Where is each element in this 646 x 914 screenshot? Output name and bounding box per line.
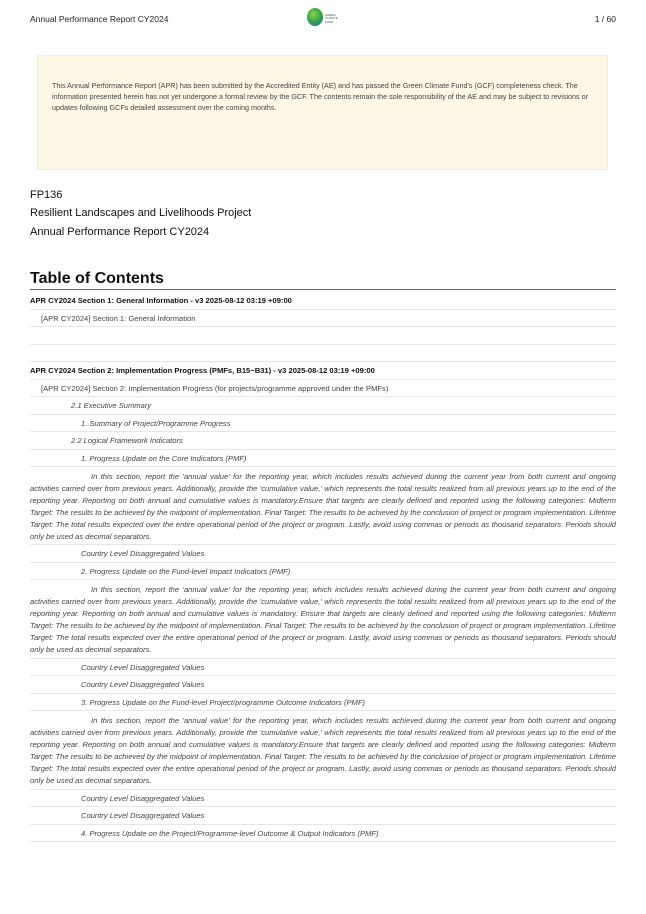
toc-entry[interactable]: 3. Progress Update on the Fund-level Project/programme Outcome Indicators (PMF) — [30, 694, 616, 712]
toc-entry[interactable]: 2.1 Executive Summary — [30, 397, 616, 415]
globe-icon — [307, 8, 323, 26]
toc-spacer — [30, 345, 616, 363]
table-of-contents — [30, 292, 616, 842]
report-title: Annual Performance Report CY2024 — [30, 226, 210, 238]
disclaimer-notice — [37, 55, 608, 170]
toc-entry[interactable]: APR CY2024 Section 1: General Information - v3 2025-08-12 03:19 +09:00 — [30, 292, 616, 310]
project-code: FP136 — [30, 189, 63, 201]
toc-entry[interactable]: Country Level Disaggregated Values — [30, 790, 616, 808]
page-indicator: 1 / 60 — [594, 14, 616, 24]
toc-entry[interactable]: 4. Progress Update on the Project/Programme-level Outcome & Output Indicators (PMF) — [30, 825, 616, 843]
toc-entry[interactable]: [APR CY2024] Section 2: Implementation Progress (for projects/programme approved under the PMFs) — [30, 380, 616, 397]
toc-description: In this section, report the 'annual value' for the reporting year, which includes results achieved during the current year from both current and ongoing activities carried over from previous years. Additionally, provide the 'cumulative value,' which represents the total results realized from all previous years up to the end of the reporting year. Reporting on both annual and cumulative values is mandatory. Ensure that targets are clearly defined and reported using the following categories: Midterm Target: The results to be achieved by the midpoint of implementation. Final Target: The results to be achieved by the conclusion of project or program implementation. Lifetime Target: The total results expected over the entire operational period of the project or program. Lastly, avoid using commas or periods as thousand separators. Periods should only be used as decimal separators. — [30, 580, 616, 658]
header-title: Annual Performance Report CY2024 — [30, 14, 169, 24]
gcf-logo — [307, 8, 341, 30]
toc-entry[interactable]: Country Level Disaggregated Values — [30, 676, 616, 694]
toc-entry[interactable]: [APR CY2024] Section 1: General Information — [30, 310, 616, 327]
project-info — [30, 186, 251, 222]
logo-text: GREEN CLIMATE FUND — [325, 13, 338, 24]
toc-entry[interactable]: APR CY2024 Section 2: Implementation Progress (PMFs, B15~B31) - v3 2025-08-12 03:19 +09:00 — [30, 362, 616, 380]
toc-description: In this section, report the 'annual value' for the reporting year, which includes results achieved during the current year from both current and ongoing activities carried over from previous years. Additionally, provide the 'cumulative value,' which represents the total results realized from all previous years up to the end of the reporting year. Reporting on both annual and cumulative values is mandatory.Ensure that targets are clearly defined and reported using the following categories: Midterm Target: The results to be achieved by the midpoint of implementation. Final Target: The results to be achieved by the conclusion of project or program implementation. Lifetime Target: The total results expected over the entire operational period of the project or program. Lastly, avoid using commas or periods as thousand separators. Periods should only be used as decimal separators. — [30, 467, 616, 545]
toc-heading: Table of Contents — [30, 270, 616, 290]
toc-entry[interactable]: 1. Progress Update on the Core Indicators (PMF) — [30, 450, 616, 468]
page-header — [30, 14, 616, 28]
project-name: Resilient Landscapes and Livelihoods Project — [30, 207, 252, 219]
toc-entry[interactable]: Country Level Disaggregated Values — [30, 659, 616, 677]
disclaimer-text: This Annual Performance Report (APR) has been submitted by the Accredited Entity (AE) and has passed the Green Climate Fund's (GCF) completeness check. The information presented herein has not yet undergone a formal review by the GCF. The contents remain the sole responsibility of the AE and may be subject to revisions or updates following GCFs detailed assessment over the coming months. — [52, 81, 589, 112]
toc-spacer — [30, 327, 616, 345]
toc-entry[interactable]: 1. Summary of Project/Programme Progress — [30, 415, 616, 433]
toc-entry[interactable]: 2.2 Logical Framework Indicators — [30, 432, 616, 450]
toc-description: In this section, report the 'annual value' for the reporting year, which includes results achieved during the current year from both current and ongoing activities carried over from previous years. Additionally, provide the 'cumulative value,' which represents the total results realized from all previous years up to the end of the reporting year. Reporting on both annual and cumulative values is mandatory.Ensure that targets are clearly defined and reported using the following categories: Midterm Target: The results to be achieved by the midpoint of implementation. Final Target: The results to be achieved by the conclusion of project or program implementation. Lifetime Target: The total results expected over the entire operational period of the project or program. Lastly, avoid using commas or periods as thousand separators. Periods should only be used as decimal separators. — [30, 711, 616, 789]
toc-entry[interactable]: Country Level Disaggregated Values — [30, 807, 616, 825]
toc-entry[interactable]: Country Level Disaggregated Values — [30, 545, 616, 563]
toc-entry[interactable]: 2. Progress Update on the Fund-level Impact Indicators (PMF) — [30, 563, 616, 581]
